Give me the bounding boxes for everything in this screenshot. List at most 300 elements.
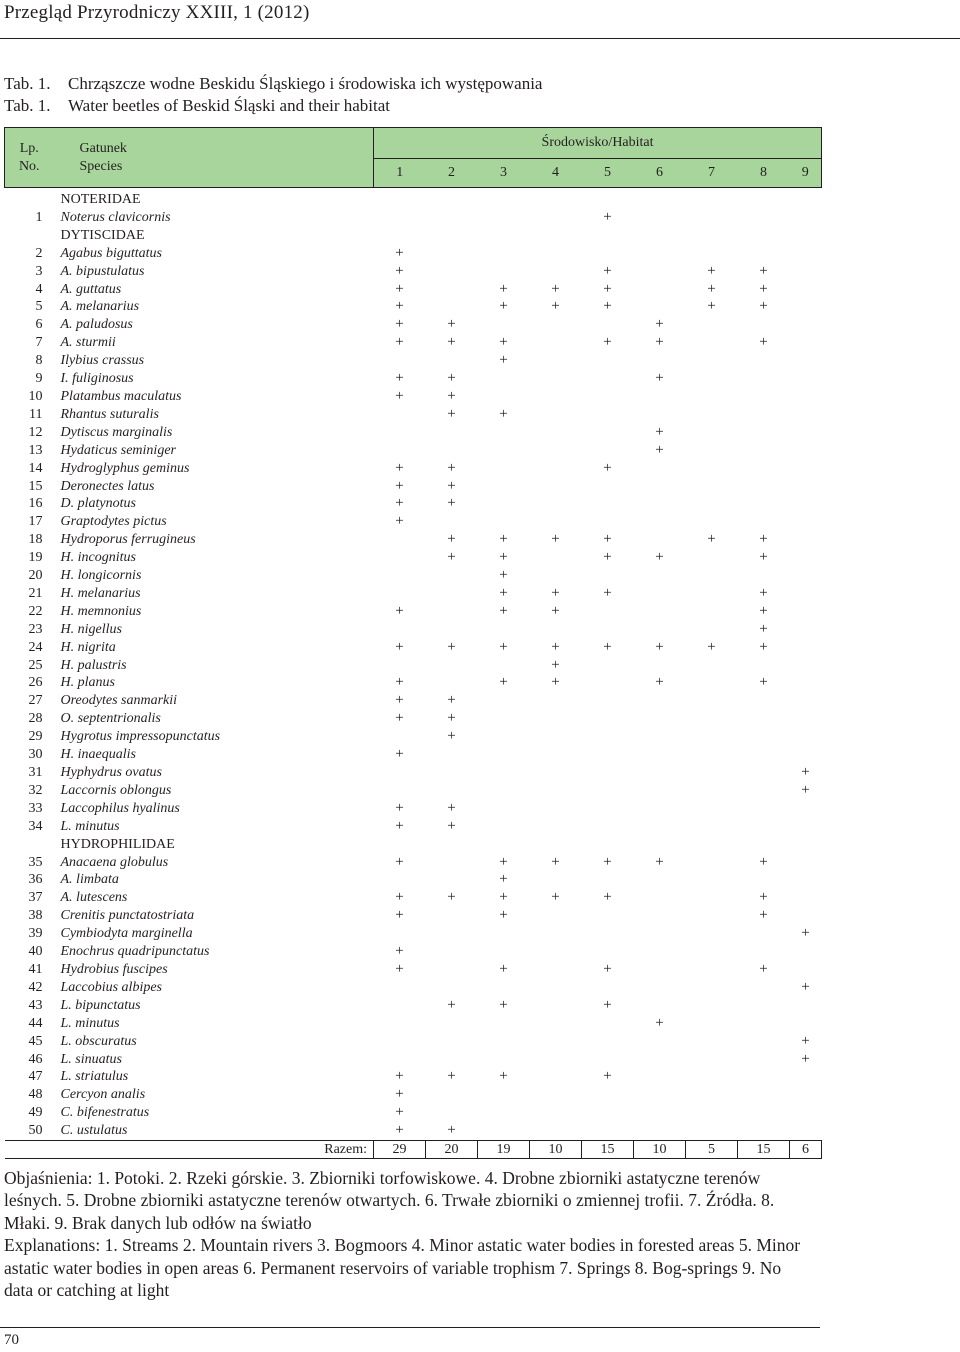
habitat-mark bbox=[478, 943, 530, 961]
habitat-mark bbox=[790, 442, 822, 460]
species-name: Noterus clavicornis bbox=[60, 209, 171, 225]
habitat-mark bbox=[634, 818, 686, 836]
habitat-mark bbox=[530, 549, 582, 567]
habitat-mark bbox=[790, 585, 822, 603]
row-number: 40 bbox=[28, 944, 43, 960]
column-header-number-en: No. bbox=[18, 158, 40, 174]
habitat-mark bbox=[582, 728, 634, 746]
habitat-mark bbox=[738, 442, 790, 460]
table-row bbox=[5, 531, 822, 549]
habitat-mark bbox=[426, 298, 478, 316]
row-number: 29 bbox=[28, 729, 43, 745]
row-number bbox=[5, 191, 54, 209]
habitat-mark: + bbox=[603, 459, 612, 476]
habitat-mark: + bbox=[551, 584, 560, 601]
habitat-mark bbox=[478, 191, 530, 209]
habitat-mark bbox=[530, 710, 582, 728]
row-number: 49 bbox=[28, 1105, 43, 1121]
habitat-mark: + bbox=[603, 960, 612, 977]
caption-polish bbox=[4, 73, 542, 95]
row-number: 39 bbox=[28, 926, 43, 942]
habitat-mark bbox=[686, 316, 738, 334]
habitat-mark bbox=[634, 871, 686, 889]
row-number: 35 bbox=[28, 854, 43, 870]
species-name: A. melanarius bbox=[60, 299, 140, 315]
habitat-mark bbox=[790, 889, 822, 907]
table-row bbox=[5, 460, 822, 478]
habitat-mark bbox=[426, 567, 478, 585]
species-name: L. obscuratus bbox=[60, 1033, 137, 1049]
habitat-mark bbox=[426, 657, 478, 675]
habitat-mark: + bbox=[603, 531, 612, 548]
habitat-mark bbox=[738, 818, 790, 836]
habitat-mark bbox=[530, 245, 582, 263]
habitat-mark bbox=[582, 227, 634, 245]
habitat-mark bbox=[634, 191, 686, 209]
habitat-mark bbox=[634, 567, 686, 585]
habitat-mark bbox=[738, 1033, 790, 1051]
habitat-mark: + bbox=[759, 638, 768, 655]
habitat-mark: + bbox=[759, 853, 768, 870]
table-row bbox=[5, 370, 822, 388]
habitat-mark bbox=[790, 603, 822, 621]
habitat-mark: + bbox=[603, 208, 612, 225]
beetles-habitat-table bbox=[4, 127, 822, 1159]
habitat-mark bbox=[582, 746, 634, 764]
habitat-mark bbox=[426, 871, 478, 889]
species-name: L. minutus bbox=[60, 818, 120, 834]
habitat-mark bbox=[634, 925, 686, 943]
habitat-mark bbox=[738, 370, 790, 388]
row-number: 23 bbox=[28, 621, 43, 637]
habitat-mark: + bbox=[551, 638, 560, 655]
row-number: 1 bbox=[35, 209, 43, 225]
habitat-mark bbox=[478, 657, 530, 675]
habitat-mark bbox=[634, 943, 686, 961]
row-number: 8 bbox=[35, 353, 43, 369]
habitat-mark bbox=[634, 1051, 686, 1069]
habitat-mark bbox=[530, 209, 582, 227]
page-number: 70 bbox=[4, 1332, 19, 1348]
habitat-mark: + bbox=[655, 1014, 664, 1031]
habitat-mark bbox=[790, 245, 822, 263]
habitat-mark: + bbox=[655, 853, 664, 870]
habitat-mark: + bbox=[499, 531, 508, 548]
habitat-mark bbox=[530, 692, 582, 710]
habitat-mark bbox=[426, 764, 478, 782]
table-row bbox=[5, 1068, 822, 1086]
habitat-mark bbox=[634, 227, 686, 245]
row-number: 41 bbox=[28, 961, 43, 977]
habitat-mark bbox=[790, 567, 822, 585]
habitat-mark bbox=[374, 979, 426, 997]
habitat-mark bbox=[790, 352, 822, 370]
habitat-mark bbox=[478, 979, 530, 997]
row-number: 2 bbox=[35, 245, 43, 261]
row-number: 15 bbox=[28, 478, 43, 494]
habitat-mark bbox=[738, 746, 790, 764]
habitat-mark bbox=[686, 495, 738, 513]
habitat-mark bbox=[426, 1051, 478, 1069]
habitat-mark bbox=[582, 692, 634, 710]
habitat-mark bbox=[530, 997, 582, 1015]
habitat-mark: + bbox=[447, 334, 456, 351]
habitat-mark: + bbox=[759, 602, 768, 619]
table-row bbox=[5, 603, 822, 621]
habitat-mark bbox=[582, 1086, 634, 1104]
table-row bbox=[5, 889, 822, 907]
column-header-habitat: Środowisko/Habitat bbox=[374, 128, 822, 159]
habitat-mark bbox=[686, 191, 738, 209]
habitat-mark bbox=[478, 263, 530, 281]
habitat-mark bbox=[530, 495, 582, 513]
habitat-mark bbox=[738, 316, 790, 334]
habitat-total: 10 bbox=[634, 1141, 686, 1159]
habitat-mark bbox=[530, 871, 582, 889]
table-row bbox=[5, 657, 822, 675]
habitat-total: 15 bbox=[738, 1141, 790, 1159]
row-number: 5 bbox=[35, 299, 43, 315]
habitat-mark bbox=[790, 316, 822, 334]
table-notes bbox=[4, 1167, 804, 1301]
species-name: A. sturmii bbox=[60, 335, 116, 351]
habitat-mark: + bbox=[447, 692, 456, 709]
running-head: Przegląd Przyrodniczy XXIII, 1 (2012) bbox=[4, 2, 310, 23]
habitat-mark bbox=[738, 1104, 790, 1122]
habitat-mark bbox=[582, 782, 634, 800]
species-name: Deronectes latus bbox=[60, 478, 155, 494]
habitat-mark: + bbox=[447, 728, 456, 745]
table-row bbox=[5, 710, 822, 728]
species-name: Hygrotus impressopunctatus bbox=[60, 729, 221, 745]
table-row bbox=[5, 1015, 822, 1033]
habitat-mark bbox=[738, 227, 790, 245]
table-row bbox=[5, 943, 822, 961]
row-number: 32 bbox=[28, 782, 43, 798]
table-captions bbox=[4, 73, 542, 117]
table-row bbox=[5, 263, 822, 281]
row-number: 9 bbox=[35, 371, 43, 387]
habitat-mark bbox=[634, 1086, 686, 1104]
habitat-mark: + bbox=[499, 352, 508, 369]
habitat-mark bbox=[790, 298, 822, 316]
row-number: 10 bbox=[28, 388, 43, 404]
species-name: Crenitis punctatostriata bbox=[60, 908, 195, 924]
habitat-mark bbox=[634, 621, 686, 639]
habitat-mark: + bbox=[759, 960, 768, 977]
table-row bbox=[5, 316, 822, 334]
habitat-mark bbox=[790, 334, 822, 352]
habitat-mark: + bbox=[707, 531, 716, 548]
habitat-mark bbox=[582, 979, 634, 997]
habitat-mark: + bbox=[603, 584, 612, 601]
habitat-mark bbox=[478, 460, 530, 478]
habitat-mark bbox=[530, 800, 582, 818]
habitat-mark: + bbox=[499, 871, 508, 888]
habitat-mark bbox=[582, 764, 634, 782]
habitat-mark bbox=[686, 925, 738, 943]
row-number: 7 bbox=[35, 335, 43, 351]
row-number: 47 bbox=[28, 1069, 43, 1085]
habitat-mark bbox=[686, 836, 738, 854]
habitat-mark bbox=[686, 997, 738, 1015]
species-name: Anacaena globulus bbox=[60, 854, 169, 870]
habitat-mark bbox=[738, 925, 790, 943]
habitat-mark bbox=[634, 603, 686, 621]
habitat-mark: + bbox=[603, 1068, 612, 1085]
habitat-mark bbox=[790, 997, 822, 1015]
habitat-mark bbox=[686, 334, 738, 352]
habitat-mark bbox=[634, 388, 686, 406]
table-row bbox=[5, 800, 822, 818]
table-row bbox=[5, 1122, 822, 1140]
habitat-mark bbox=[634, 460, 686, 478]
table-row bbox=[5, 746, 822, 764]
habitat-mark bbox=[582, 1122, 634, 1140]
habitat-mark: + bbox=[395, 799, 404, 816]
species-name: Hydaticus seminiger bbox=[60, 442, 176, 458]
row-number: 50 bbox=[28, 1123, 43, 1139]
habitat-mark bbox=[478, 925, 530, 943]
habitat-mark bbox=[426, 782, 478, 800]
habitat-mark bbox=[426, 191, 478, 209]
habitat-mark: + bbox=[655, 549, 664, 566]
row-number: 28 bbox=[28, 711, 43, 727]
habitat-mark: + bbox=[447, 531, 456, 548]
habitat-mark bbox=[582, 478, 634, 496]
habitat-mark bbox=[530, 1033, 582, 1051]
habitat-mark bbox=[634, 1104, 686, 1122]
row-number: 21 bbox=[28, 585, 43, 601]
table-row bbox=[5, 871, 822, 889]
habitat-mark bbox=[478, 209, 530, 227]
habitat-mark bbox=[738, 997, 790, 1015]
habitat-mark bbox=[686, 979, 738, 997]
habitat-mark bbox=[790, 478, 822, 496]
habitat-mark: + bbox=[603, 638, 612, 655]
column-header-species bbox=[54, 128, 374, 188]
species-name: Hydroglyphus geminus bbox=[60, 460, 190, 476]
species-name: H. inaequalis bbox=[60, 747, 136, 763]
habitat-mark bbox=[634, 531, 686, 549]
row-number: 6 bbox=[35, 317, 43, 333]
caption-number: Tab. 1. bbox=[4, 96, 51, 115]
habitat-mark: + bbox=[801, 1050, 810, 1067]
habitat-mark bbox=[686, 1068, 738, 1086]
habitat-mark bbox=[374, 191, 426, 209]
column-header-number-pl: Lp. bbox=[19, 140, 39, 156]
habitat-mark: + bbox=[395, 907, 404, 924]
habitat-mark bbox=[426, 209, 478, 227]
table-row bbox=[5, 782, 822, 800]
habitat-mark bbox=[426, 1104, 478, 1122]
habitat-mark: + bbox=[801, 1032, 810, 1049]
habitat-mark bbox=[686, 692, 738, 710]
habitat-mark bbox=[530, 836, 582, 854]
habitat-mark: + bbox=[499, 334, 508, 351]
habitat-mark bbox=[738, 800, 790, 818]
habitat-mark bbox=[426, 746, 478, 764]
habitat-mark bbox=[478, 495, 530, 513]
notes-english: Explanations: 1. Streams 2. Mountain rivers 3. Bogmoors 4. Minor astatic water bodies in forested areas 5. Minor astatic water bodies in open areas 6. Permanent reservoirs of variable trophism 7. Springs 8. Bog-springs 9. No data or catching at light bbox=[4, 1235, 801, 1301]
species-name: Hydrobius fuscipes bbox=[60, 961, 168, 977]
table-row bbox=[5, 549, 822, 567]
habitat-mark: + bbox=[499, 960, 508, 977]
habitat-mark bbox=[686, 764, 738, 782]
habitat-mark bbox=[530, 424, 582, 442]
habitat-mark: + bbox=[759, 584, 768, 601]
habitat-mark bbox=[738, 424, 790, 442]
habitat-mark: + bbox=[447, 710, 456, 727]
habitat-mark: + bbox=[395, 1104, 404, 1121]
table-row bbox=[5, 388, 822, 406]
habitat-mark bbox=[634, 478, 686, 496]
habitat-mark bbox=[426, 836, 478, 854]
habitat-mark bbox=[738, 191, 790, 209]
species-name: Cercyon analis bbox=[60, 1087, 146, 1103]
habitat-mark bbox=[478, 1104, 530, 1122]
habitat-mark bbox=[634, 746, 686, 764]
species-name: A. lutescens bbox=[60, 890, 128, 906]
habitat-mark bbox=[374, 871, 426, 889]
species-name: H. nigrita bbox=[60, 639, 116, 655]
habitat-mark bbox=[738, 836, 790, 854]
habitat-mark bbox=[582, 245, 634, 263]
species-name: L. sinuatus bbox=[60, 1051, 122, 1067]
habitat-mark bbox=[686, 1051, 738, 1069]
row-number: 3 bbox=[35, 263, 43, 279]
family-name: HYDROPHILIDAE bbox=[60, 836, 175, 852]
habitat-mark: + bbox=[395, 674, 404, 691]
table-row bbox=[5, 478, 822, 496]
habitat-mark bbox=[634, 513, 686, 531]
habitat-mark bbox=[738, 1015, 790, 1033]
habitat-mark bbox=[738, 352, 790, 370]
habitat-mark: + bbox=[655, 674, 664, 691]
habitat-mark: + bbox=[395, 602, 404, 619]
row-number: 22 bbox=[28, 603, 43, 619]
row-number: 26 bbox=[28, 675, 43, 691]
habitat-mark bbox=[790, 263, 822, 281]
table-body bbox=[5, 188, 822, 1159]
habitat-mark bbox=[582, 943, 634, 961]
habitat-mark bbox=[426, 352, 478, 370]
habitat-mark: + bbox=[499, 567, 508, 584]
habitat-mark: + bbox=[499, 907, 508, 924]
habitat-mark bbox=[738, 513, 790, 531]
habitat-mark: + bbox=[499, 853, 508, 870]
habitat-mark: + bbox=[395, 943, 404, 960]
habitat-mark bbox=[374, 406, 426, 424]
habitat-mark bbox=[426, 513, 478, 531]
habitat-column-header: 8 bbox=[738, 159, 790, 188]
row-number: 34 bbox=[28, 818, 43, 834]
habitat-mark bbox=[790, 818, 822, 836]
habitat-mark bbox=[738, 460, 790, 478]
habitat-mark bbox=[374, 997, 426, 1015]
habitat-mark bbox=[478, 1086, 530, 1104]
habitat-mark bbox=[790, 406, 822, 424]
species-name: Agabus biguttatus bbox=[60, 245, 163, 261]
habitat-mark bbox=[738, 1086, 790, 1104]
habitat-mark bbox=[686, 800, 738, 818]
row-number: 42 bbox=[28, 979, 43, 995]
table-row bbox=[5, 764, 822, 782]
table-row bbox=[5, 1086, 822, 1104]
species-name: Hyphydrus ovatus bbox=[60, 765, 162, 780]
habitat-mark bbox=[530, 961, 582, 979]
habitat-mark bbox=[374, 209, 426, 227]
species-name: Platambus maculatus bbox=[60, 388, 182, 404]
habitat-mark bbox=[738, 943, 790, 961]
habitat-mark: + bbox=[395, 387, 404, 404]
habitat-mark bbox=[530, 621, 582, 639]
habitat-mark bbox=[790, 907, 822, 925]
row-number: 37 bbox=[28, 890, 43, 906]
table-row bbox=[5, 1104, 822, 1122]
habitat-mark bbox=[426, 907, 478, 925]
table-row bbox=[5, 1033, 822, 1051]
row-number: 25 bbox=[28, 657, 43, 673]
habitat-mark bbox=[634, 782, 686, 800]
row-number: 11 bbox=[29, 406, 43, 422]
habitat-column-header: 5 bbox=[582, 159, 634, 188]
habitat-mark bbox=[686, 782, 738, 800]
notes-polish: Objaśnienia: 1. Potoki. 2. Rzeki górskie. 3. Zbiorniki torfowiskowe. 4. Drobne zbiorniki astatyczne terenów leśnych. 5. Drobne zbiorniki astatyczne terenów otwartych. 6. Trwałe zbiorniki o zmiennej trofii. 7. Źródła. 8. Młaki. 9. Brak danych lub odłów na światło bbox=[4, 1168, 775, 1233]
habitat-mark bbox=[790, 281, 822, 299]
habitat-mark bbox=[790, 674, 822, 692]
habitat-mark bbox=[738, 495, 790, 513]
habitat-mark bbox=[530, 746, 582, 764]
habitat-mark bbox=[582, 495, 634, 513]
row-number: 43 bbox=[28, 997, 43, 1013]
habitat-mark bbox=[686, 746, 738, 764]
table-row bbox=[5, 1051, 822, 1069]
habitat-mark bbox=[530, 1015, 582, 1033]
beetles-table-container bbox=[4, 127, 821, 1159]
habitat-mark bbox=[582, 907, 634, 925]
row-number: 48 bbox=[28, 1087, 43, 1103]
habitat-mark: + bbox=[655, 370, 664, 387]
habitat-mark: + bbox=[801, 925, 810, 942]
habitat-mark: + bbox=[447, 387, 456, 404]
table-row bbox=[5, 979, 822, 997]
habitat-mark bbox=[790, 460, 822, 478]
species-name: Ilybius crassus bbox=[60, 353, 145, 369]
habitat-mark bbox=[634, 728, 686, 746]
habitat-mark bbox=[686, 657, 738, 675]
habitat-mark: + bbox=[395, 477, 404, 494]
row-number: 33 bbox=[28, 800, 43, 816]
habitat-mark bbox=[738, 388, 790, 406]
habitat-mark bbox=[686, 1015, 738, 1033]
species-name: Hydroporus ferrugineus bbox=[60, 532, 196, 548]
habitat-mark bbox=[426, 442, 478, 460]
habitat-mark bbox=[790, 370, 822, 388]
habitat-mark: + bbox=[395, 244, 404, 261]
table-row bbox=[5, 925, 822, 943]
species-name: C. bifenestratus bbox=[60, 1105, 150, 1121]
habitat-mark bbox=[374, 567, 426, 585]
habitat-mark: + bbox=[759, 889, 768, 906]
habitat-mark bbox=[530, 478, 582, 496]
habitat-mark: + bbox=[447, 817, 456, 834]
row-number bbox=[5, 227, 54, 245]
habitat-mark bbox=[634, 907, 686, 925]
header-divider bbox=[0, 38, 960, 39]
habitat-mark: + bbox=[603, 889, 612, 906]
habitat-mark bbox=[738, 567, 790, 585]
